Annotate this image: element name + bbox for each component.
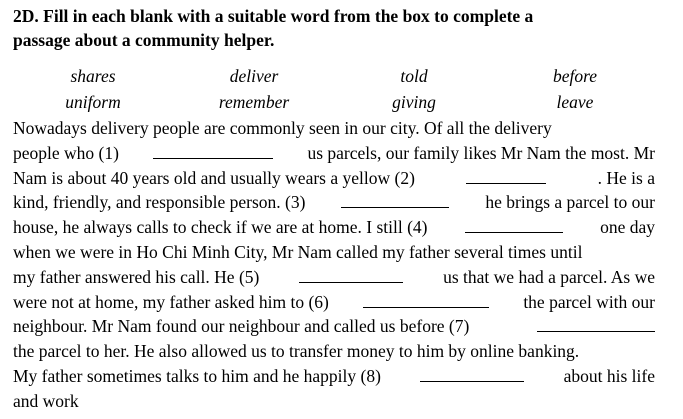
- passage-text: Nowadays delivery people are commonly seen in our city. Of all the delivery: [13, 118, 552, 138]
- passage-line: [13, 116, 655, 141]
- passage-text: kind, friendly, and responsible person. (3): [13, 192, 306, 213]
- word-option: uniform: [65, 92, 121, 112]
- passage-line: [13, 141, 655, 166]
- word-option: deliver: [229, 66, 279, 86]
- word-option: shares: [70, 66, 116, 86]
- passage-line: [13, 314, 655, 339]
- passage-text: when we were in Ho Chi Minh City, Mr Nam called my father several times until: [13, 241, 583, 262]
- passage-text: and work: [13, 390, 79, 411]
- passage-text: us parcels, our family likes Mr Nam the most. Mr: [307, 142, 655, 163]
- passage-text: my father answered his call. He (5): [13, 266, 260, 287]
- blank-7[interactable]: [537, 316, 655, 332]
- blank-1[interactable]: [153, 143, 273, 159]
- heading-line-1: 2D. Fill in each blank with a suitable word from the box to complete a: [13, 6, 534, 26]
- passage-text: the parcel to her. He also allowed us to transfer money to him by online banking.: [13, 341, 580, 362]
- passage-line: [13, 389, 655, 414]
- passage: [13, 116, 655, 414]
- passage-text: were not at home, my father asked him to (6): [13, 291, 329, 312]
- word-option: before: [552, 66, 598, 86]
- heading-line-2: passage about a community helper.: [13, 30, 275, 50]
- passage-line: [13, 364, 655, 389]
- passage-text: . He is a: [597, 167, 655, 188]
- passage-text: the parcel with our: [523, 291, 655, 312]
- word-option: giving: [392, 92, 436, 112]
- exercise-heading: [13, 4, 665, 52]
- passage-text: people who (1): [13, 142, 119, 163]
- passage-text: us that we had a parcel. As we: [443, 266, 655, 287]
- passage-text: one day: [600, 217, 655, 238]
- blank-8[interactable]: [420, 366, 524, 382]
- passage-text: about his life: [563, 365, 655, 386]
- passage-text: neighbour. Mr Nam found our neighbour and called us before (7): [13, 316, 470, 337]
- word-option: told: [400, 66, 428, 86]
- word-option: leave: [556, 92, 594, 112]
- word-option: remember: [218, 92, 290, 112]
- passage-text: My father sometimes talks to him and he happily (8): [13, 365, 381, 386]
- passage-text: he brings a parcel to our: [485, 192, 655, 213]
- passage-text: Nam is about 40 years old and usually wears a yellow (2): [13, 167, 415, 188]
- passage-text: house, he always calls to check if we are at home. I still (4): [13, 217, 428, 238]
- passage-line: [13, 240, 655, 265]
- blank-3[interactable]: [341, 192, 449, 208]
- blank-6[interactable]: [363, 292, 489, 308]
- passage-line: [13, 339, 655, 364]
- passage-line: [13, 166, 655, 191]
- passage-line: [13, 290, 655, 315]
- passage-line: [13, 190, 655, 215]
- blank-2[interactable]: [466, 168, 546, 184]
- passage-line: [13, 215, 655, 240]
- blank-4[interactable]: [465, 217, 563, 233]
- blank-5[interactable]: [299, 267, 403, 283]
- passage-line: [13, 265, 655, 290]
